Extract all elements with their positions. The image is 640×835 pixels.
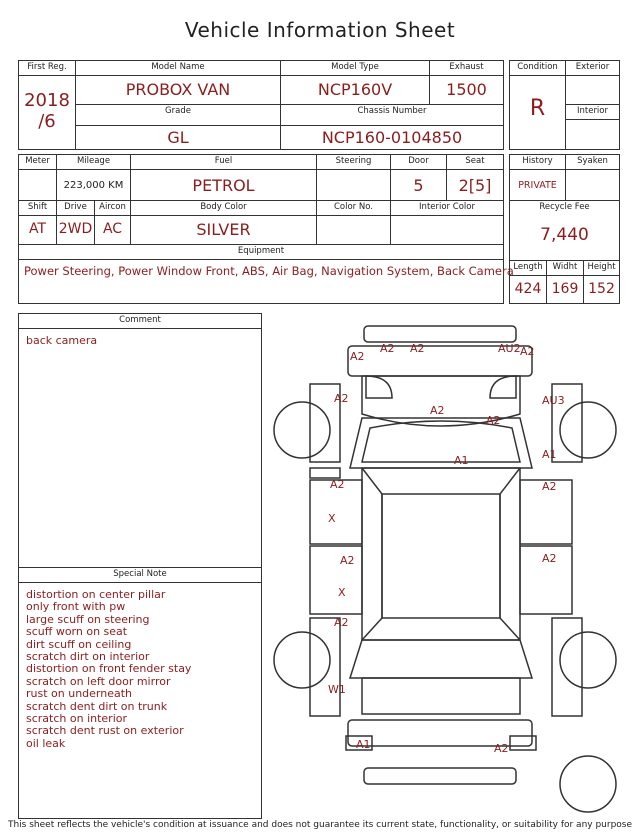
damage-mark: W1 xyxy=(328,683,346,696)
first-reg-label: First Reg. xyxy=(19,61,75,76)
special-note-item: distortion on front fender stay xyxy=(26,662,192,676)
model-type-value: NCP160V xyxy=(317,80,393,99)
comment-panel xyxy=(18,313,262,819)
model-name-label: Model Name xyxy=(76,61,280,76)
special-note-list xyxy=(19,583,261,750)
car-damage-diagram xyxy=(270,318,622,816)
comment-label: Comment xyxy=(19,314,261,329)
damage-mark: A2 xyxy=(494,742,509,755)
damage-mark: AU3 xyxy=(542,394,565,407)
recycle-fee-value: 7,440 xyxy=(540,225,589,245)
special-note-item: scratch dent dirt on trunk xyxy=(26,699,168,713)
fuel-label: Fuel xyxy=(131,155,316,170)
recycle-fee-label: Recycle Fee xyxy=(539,202,590,212)
damage-mark: X xyxy=(328,512,336,525)
mileage-value: 223,000 KM xyxy=(63,180,124,191)
special-note-item: scuff worn on seat xyxy=(26,625,128,639)
aircon-value: AC xyxy=(102,221,123,237)
steering-label: Steering xyxy=(317,155,390,170)
special-note-item: rust on underneath xyxy=(26,687,133,701)
model-type-label: Model Type xyxy=(281,61,429,76)
damage-mark: A2 xyxy=(430,404,445,417)
comment-text: back camera xyxy=(26,334,98,347)
special-note-item: scratch on interior xyxy=(26,712,128,726)
damage-mark: A1 xyxy=(454,454,469,467)
exhaust-value: 1500 xyxy=(446,80,487,99)
disclaimer-footer: This sheet reflects the vehicle's condition at issuance and does not guarantee its current state, functionality, or suitability for any purpose xyxy=(7,820,633,830)
history-value: PRIVATE xyxy=(518,180,557,191)
length-label: Length xyxy=(510,261,546,276)
width-value: 169 xyxy=(551,281,579,297)
meter-label: Meter xyxy=(19,155,56,170)
chassis-number-value: NCP160-0104850 xyxy=(281,125,503,147)
damage-marks xyxy=(328,342,565,755)
special-note-item: scratch on left door mirror xyxy=(26,674,171,688)
model-name-value: PROBOX VAN xyxy=(125,80,231,99)
condition-label: Condition xyxy=(510,61,565,76)
damage-mark: A1 xyxy=(356,738,371,751)
grade-value: GL xyxy=(76,125,280,147)
special-note-item: oil leak xyxy=(26,736,66,750)
history-label: History xyxy=(510,155,565,170)
special-note-item: scratch dent rust on exterior xyxy=(26,724,184,738)
damage-mark: X xyxy=(338,586,346,599)
vehicle-spec-table xyxy=(18,154,514,304)
damage-mark: A2 xyxy=(330,478,345,491)
length-value: 424 xyxy=(514,281,542,297)
door-value: 5 xyxy=(413,176,424,195)
exhaust-label: Exhaust xyxy=(430,61,503,76)
height-value: 152 xyxy=(588,281,615,297)
color-no-label: Color No. xyxy=(317,201,390,216)
damage-mark: A2 xyxy=(410,342,425,355)
shift-value: AT xyxy=(28,221,47,237)
seat-value: 2[5] xyxy=(458,176,492,195)
first-reg-month: /6 xyxy=(38,111,56,132)
equipment-label: Equipment xyxy=(19,245,503,260)
damage-mark: A2 xyxy=(542,552,557,565)
condition-table xyxy=(509,60,620,150)
damage-mark: AU2 xyxy=(498,342,521,355)
exterior-label: Exterior xyxy=(566,61,619,76)
history-table xyxy=(509,154,620,304)
car-outline xyxy=(274,326,616,812)
damage-mark: A2 xyxy=(380,342,395,355)
damage-mark: A2 xyxy=(334,392,349,405)
special-note-label: Special Note xyxy=(19,568,261,583)
seat-label: Seat xyxy=(447,155,503,170)
drive-value: 2WD xyxy=(58,221,93,237)
body-color-label: Body Color xyxy=(131,201,316,216)
mileage-label: Mileage xyxy=(57,155,130,170)
door-label: Door xyxy=(391,155,446,170)
damage-mark: A2 xyxy=(340,554,355,567)
page-title: Vehicle Information Sheet xyxy=(184,18,456,42)
grade-label: Grade xyxy=(165,106,191,116)
damage-mark: A2 xyxy=(542,480,557,493)
vehicle-basic-table xyxy=(18,60,504,150)
width-label: Widht xyxy=(547,261,583,276)
shift-label: Shift xyxy=(19,201,56,216)
equipment-value: Power Steering, Power Window Front, ABS, Air Bag, Navigation System, Back Camera xyxy=(24,264,514,278)
body-color-value: SILVER xyxy=(196,220,251,239)
interior-label: Interior xyxy=(566,105,619,120)
damage-mark: A2 xyxy=(520,345,535,358)
special-note-item: dirt scuff on ceiling xyxy=(26,637,132,651)
special-note-item: only front with pw xyxy=(26,600,126,614)
aircon-label: Aircon xyxy=(95,201,130,216)
special-note-section xyxy=(19,567,261,750)
height-label: Height xyxy=(584,261,619,276)
damage-mark: A2 xyxy=(486,414,501,427)
chassis-number-label: Chassis Number xyxy=(357,106,427,116)
damage-mark: A2 xyxy=(334,616,349,629)
special-note-item: large scuff on steering xyxy=(26,612,150,626)
interior-color-label: Interior Color xyxy=(391,201,503,216)
special-note-item: scratch dirt on interior xyxy=(26,650,150,664)
condition-value: R xyxy=(529,96,546,121)
drive-label: Drive xyxy=(57,201,94,216)
syaken-label: Syaken xyxy=(566,155,619,170)
first-reg-year: 2018 xyxy=(24,90,70,111)
special-note-item: distortion on center pillar xyxy=(26,588,166,601)
damage-mark: A1 xyxy=(542,448,557,461)
damage-mark: A2 xyxy=(350,350,365,363)
fuel-value: PETROL xyxy=(192,176,255,195)
